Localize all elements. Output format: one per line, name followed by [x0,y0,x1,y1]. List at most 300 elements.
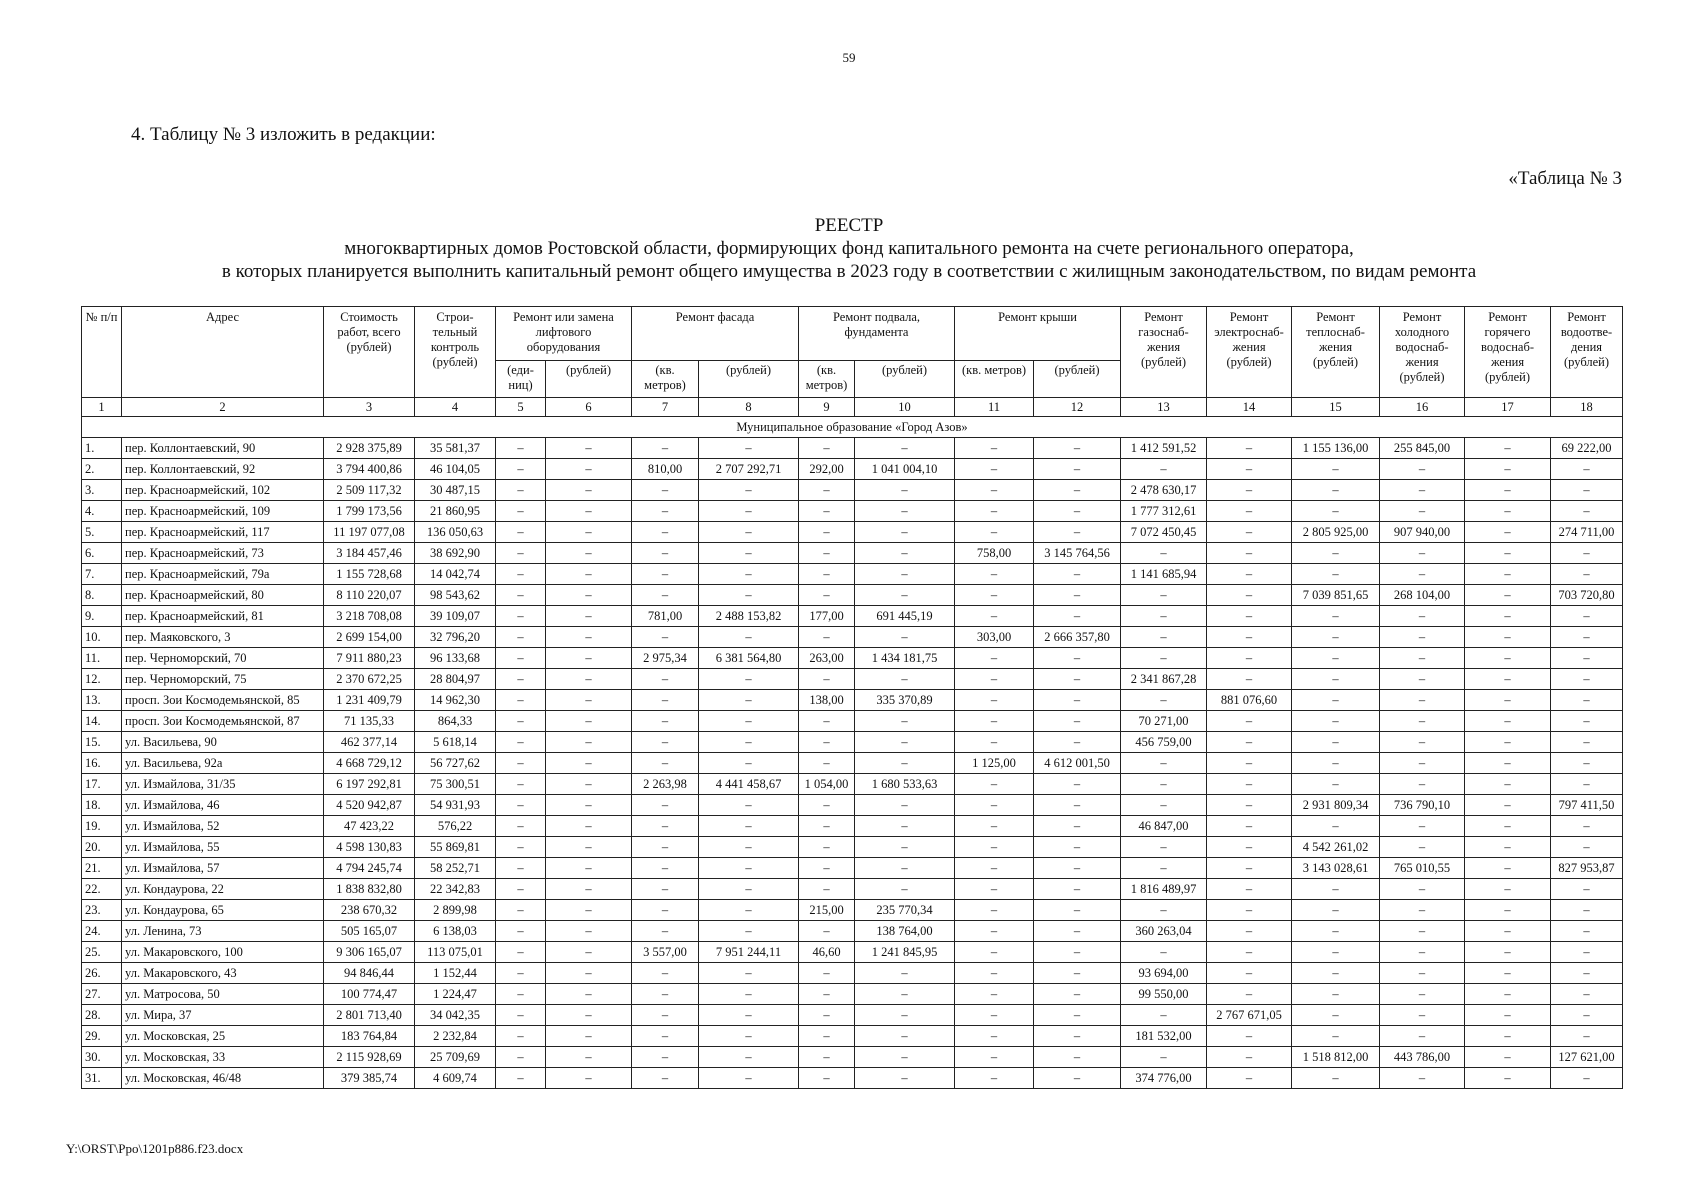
value-cell: – [1207,564,1292,585]
value-cell: – [496,606,546,627]
value-cell: – [699,1047,799,1068]
row-number: 29. [82,1026,122,1047]
value-cell: – [1551,816,1623,837]
value-cell: – [1380,753,1465,774]
value-cell: – [799,543,855,564]
value-cell: 2 509 117,32 [324,480,415,501]
address-cell: ул. Ленина, 73 [122,921,324,942]
value-cell: 1 054,00 [799,774,855,795]
value-cell: 138 764,00 [855,921,955,942]
header-basement-sqm: (кв. метров) [799,361,855,398]
value-cell: – [799,501,855,522]
value-cell: – [1380,984,1465,1005]
value-cell: – [1465,837,1551,858]
address-cell: пер. Красноармейский, 79а [122,564,324,585]
value-cell: – [1551,900,1623,921]
value-cell: – [1292,1005,1380,1026]
table-row [82,732,1623,753]
value-cell: – [1292,879,1380,900]
column-numbers-row [82,398,1623,417]
value-cell: – [546,732,632,753]
value-cell: 2 975,34 [632,648,699,669]
value-cell: – [632,1026,699,1047]
value-cell: – [799,1047,855,1068]
address-cell: пер. Красноармейский, 109 [122,501,324,522]
address-cell: пер. Красноармейский, 117 [122,522,324,543]
value-cell: 21 860,95 [415,501,496,522]
value-cell: 39 109,07 [415,606,496,627]
value-cell: – [496,921,546,942]
value-cell: – [1292,690,1380,711]
value-cell: – [1034,585,1121,606]
value-cell: – [496,816,546,837]
column-number: 6 [546,398,632,417]
value-cell: 38 692,90 [415,543,496,564]
value-cell: – [1465,732,1551,753]
value-cell: – [1121,606,1207,627]
value-cell: – [855,1026,955,1047]
value-cell: – [1465,774,1551,795]
value-cell: 177,00 [799,606,855,627]
value-cell: – [546,501,632,522]
value-cell: 7 911 880,23 [324,648,415,669]
value-cell: – [632,690,699,711]
value-cell: 292,00 [799,459,855,480]
address-cell: ул. Васильева, 92а [122,753,324,774]
value-cell: 100 774,47 [324,984,415,1005]
value-cell: – [1380,1026,1465,1047]
table-row [82,564,1623,585]
value-cell: – [496,774,546,795]
value-cell: 238 670,32 [324,900,415,921]
row-number: 7. [82,564,122,585]
value-cell: – [1551,564,1623,585]
value-cell: – [1551,732,1623,753]
value-cell: – [1380,1005,1465,1026]
value-cell: – [1121,459,1207,480]
value-cell: – [1380,879,1465,900]
value-cell: – [1207,438,1292,459]
value-cell: 94 846,44 [324,963,415,984]
value-cell: – [955,837,1034,858]
value-cell: – [799,627,855,648]
value-cell: – [546,564,632,585]
value-cell: – [496,711,546,732]
value-cell: – [496,564,546,585]
value-cell: 215,00 [799,900,855,921]
value-cell: – [496,879,546,900]
address-cell: ул. Кондаурова, 22 [122,879,324,900]
value-cell: 3 145 764,56 [1034,543,1121,564]
value-cell: – [1121,627,1207,648]
value-cell: 2 707 292,71 [699,459,799,480]
value-cell: – [1551,774,1623,795]
value-cell: 2 928 375,89 [324,438,415,459]
value-cell: – [546,585,632,606]
address-cell: ул. Кондаурова, 65 [122,900,324,921]
header-electric: Ремонт электроснаб-жения (рублей) [1207,307,1292,398]
value-cell: – [955,480,1034,501]
value-cell: – [1551,648,1623,669]
value-cell: – [699,1068,799,1089]
value-cell: – [799,963,855,984]
value-cell: – [1034,795,1121,816]
table-row [82,711,1623,732]
registry-title [0,214,1698,283]
value-cell: – [496,438,546,459]
value-cell: 797 411,50 [1551,795,1623,816]
value-cell: – [955,900,1034,921]
table-row [82,501,1623,522]
value-cell: – [632,963,699,984]
value-cell: – [955,816,1034,837]
value-cell: – [632,543,699,564]
value-cell: 34 042,35 [415,1005,496,1026]
value-cell: 1 231 409,79 [324,690,415,711]
value-cell: – [496,690,546,711]
value-cell: – [1207,963,1292,984]
value-cell: 2 232,84 [415,1026,496,1047]
value-cell: – [1380,648,1465,669]
instruction-text: 4. Таблицу № 3 изложить в редакции: [131,124,436,145]
value-cell: – [546,963,632,984]
value-cell: – [855,837,955,858]
value-cell: – [1465,1068,1551,1089]
value-cell: – [1034,459,1121,480]
value-cell: – [496,900,546,921]
value-cell: – [1121,648,1207,669]
value-cell: – [546,690,632,711]
address-cell: ул. Васильева, 90 [122,732,324,753]
row-number: 4. [82,501,122,522]
row-number: 17. [82,774,122,795]
value-cell: – [1465,480,1551,501]
value-cell: – [1292,900,1380,921]
value-cell: – [955,732,1034,753]
value-cell: – [699,480,799,501]
column-number: 4 [415,398,496,417]
value-cell: 4 668 729,12 [324,753,415,774]
value-cell: 6 381 564,80 [699,648,799,669]
table-row [82,879,1623,900]
value-cell: 6 138,03 [415,921,496,942]
row-number: 1. [82,438,122,459]
municipality-name: Муниципальное образование «Город Азов» [82,417,1623,438]
value-cell: – [546,795,632,816]
row-number: 10. [82,627,122,648]
value-cell: – [955,942,1034,963]
value-cell: 54 931,93 [415,795,496,816]
value-cell: 7 951 244,11 [699,942,799,963]
value-cell: – [632,816,699,837]
value-cell: – [1465,438,1551,459]
value-cell: 1 141 685,94 [1121,564,1207,585]
value-cell: – [632,438,699,459]
value-cell: – [799,669,855,690]
value-cell: – [1292,1068,1380,1089]
value-cell: – [632,795,699,816]
value-cell: 1 777 312,61 [1121,501,1207,522]
value-cell: 58 252,71 [415,858,496,879]
value-cell: 2 767 671,05 [1207,1005,1292,1026]
value-cell: 47 423,22 [324,816,415,837]
value-cell: 113 075,01 [415,942,496,963]
value-cell: – [1465,564,1551,585]
row-number: 21. [82,858,122,879]
value-cell: 263,00 [799,648,855,669]
value-cell: – [1465,900,1551,921]
row-number: 26. [82,963,122,984]
header-lift: Ремонт или замена лифтового оборудования [496,307,632,361]
value-cell: 6 197 292,81 [324,774,415,795]
address-cell: ул. Макаровского, 100 [122,942,324,963]
value-cell: – [1034,438,1121,459]
value-cell: – [632,669,699,690]
header-lift-units: (еди-ниц) [496,361,546,398]
value-cell: 70 271,00 [1121,711,1207,732]
table-row [82,858,1623,879]
value-cell: – [546,753,632,774]
table-row [82,942,1623,963]
value-cell: – [699,963,799,984]
value-cell: – [1207,1026,1292,1047]
value-cell: – [632,837,699,858]
municipality-row [82,417,1623,438]
value-cell: – [699,921,799,942]
value-cell: – [496,984,546,1005]
value-cell: – [799,438,855,459]
header-lift-rub: (рублей) [546,361,632,398]
value-cell: – [1121,1047,1207,1068]
value-cell: 181 532,00 [1121,1026,1207,1047]
value-cell: 2 263,98 [632,774,699,795]
value-cell: – [799,711,855,732]
value-cell: – [699,522,799,543]
value-cell: 69 222,00 [1551,438,1623,459]
value-cell: – [955,921,1034,942]
value-cell: – [1292,459,1380,480]
table-row [82,1068,1623,1089]
value-cell: – [955,1047,1034,1068]
value-cell: – [799,816,855,837]
value-cell: – [1380,627,1465,648]
value-cell: – [955,963,1034,984]
value-cell: – [546,438,632,459]
value-cell: – [1121,690,1207,711]
value-cell: – [1551,879,1623,900]
value-cell: – [855,480,955,501]
value-cell: – [799,837,855,858]
table-row [82,753,1623,774]
value-cell: 374 776,00 [1121,1068,1207,1089]
value-cell: – [1465,585,1551,606]
value-cell: 1 125,00 [955,753,1034,774]
value-cell: – [546,1005,632,1026]
address-cell: пер. Красноармейский, 81 [122,606,324,627]
header-roof-rub: (рублей) [1034,361,1121,398]
value-cell: – [1034,963,1121,984]
row-number: 23. [82,900,122,921]
value-cell: – [1292,648,1380,669]
value-cell: – [632,879,699,900]
value-cell: – [1380,459,1465,480]
row-number: 16. [82,753,122,774]
value-cell: – [699,1005,799,1026]
value-cell: – [496,1068,546,1089]
value-cell: 881 076,60 [1207,690,1292,711]
value-cell: 14 042,74 [415,564,496,585]
value-cell: – [1380,564,1465,585]
value-cell: – [1121,942,1207,963]
value-cell: 2 478 630,17 [1121,480,1207,501]
value-cell: 25 709,69 [415,1047,496,1068]
value-cell: 335 370,89 [855,690,955,711]
row-number: 27. [82,984,122,1005]
value-cell: – [955,522,1034,543]
value-cell: – [1551,963,1623,984]
value-cell: 32 796,20 [415,627,496,648]
address-cell: ул. Измайлова, 57 [122,858,324,879]
value-cell: – [699,585,799,606]
value-cell: – [1551,480,1623,501]
value-cell: – [1034,900,1121,921]
value-cell: – [546,1026,632,1047]
value-cell: – [699,858,799,879]
value-cell: – [1292,1026,1380,1047]
value-cell: – [699,564,799,585]
value-cell: – [1121,774,1207,795]
value-cell: 360 263,04 [1121,921,1207,942]
value-cell: – [1292,963,1380,984]
column-number: 17 [1465,398,1551,417]
value-cell: – [496,963,546,984]
value-cell: 3 218 708,08 [324,606,415,627]
address-cell: пер. Красноармейский, 80 [122,585,324,606]
address-cell: пер. Коллонтаевский, 90 [122,438,324,459]
value-cell: – [1292,753,1380,774]
value-cell: – [1380,963,1465,984]
value-cell: 758,00 [955,543,1034,564]
table-row [82,690,1623,711]
value-cell: 576,22 [415,816,496,837]
value-cell: 736 790,10 [1380,795,1465,816]
value-cell: 505 165,07 [324,921,415,942]
value-cell: – [1207,753,1292,774]
value-cell: 462 377,14 [324,732,415,753]
value-cell: 703 720,80 [1551,585,1623,606]
value-cell: – [955,1068,1034,1089]
value-cell: 810,00 [632,459,699,480]
header-facade-rub: (рублей) [699,361,799,398]
header-basement: Ремонт подвала, фундамента [799,307,955,361]
value-cell: – [1292,501,1380,522]
value-cell: – [799,858,855,879]
value-cell: – [1207,459,1292,480]
address-cell: ул. Измайлова, 31/35 [122,774,324,795]
column-number: 2 [122,398,324,417]
table-row [82,522,1623,543]
value-cell: – [955,1026,1034,1047]
row-number: 19. [82,816,122,837]
value-cell: – [855,1068,955,1089]
value-cell: – [1380,606,1465,627]
value-cell: – [1034,480,1121,501]
value-cell: – [632,585,699,606]
table-row [82,669,1623,690]
value-cell: 2 488 153,82 [699,606,799,627]
value-cell: 2 370 672,25 [324,669,415,690]
value-cell: – [699,837,799,858]
value-cell: – [632,921,699,942]
value-cell: 11 197 077,08 [324,522,415,543]
value-cell: – [855,522,955,543]
row-number: 3. [82,480,122,501]
value-cell: – [1034,879,1121,900]
value-cell: 379 385,74 [324,1068,415,1089]
column-number: 3 [324,398,415,417]
value-cell: – [1034,774,1121,795]
value-cell: – [1034,669,1121,690]
value-cell: 35 581,37 [415,438,496,459]
value-cell: – [496,669,546,690]
value-cell: – [1465,753,1551,774]
value-cell: – [1207,900,1292,921]
value-cell: – [855,795,955,816]
value-cell: – [1207,501,1292,522]
address-cell: ул. Матросова, 50 [122,984,324,1005]
table-row [82,585,1623,606]
value-cell: – [699,816,799,837]
header-heat: Ремонт теплоснаб-жения (рублей) [1292,307,1380,398]
value-cell: – [546,1047,632,1068]
row-number: 5. [82,522,122,543]
value-cell: 2 899,98 [415,900,496,921]
address-cell: просп. Зои Космодемьянской, 87 [122,711,324,732]
value-cell: – [1034,501,1121,522]
column-number: 10 [855,398,955,417]
value-cell: – [1465,1026,1551,1047]
value-cell: – [1207,732,1292,753]
value-cell: – [1034,564,1121,585]
value-cell: – [1292,627,1380,648]
value-cell: – [1292,732,1380,753]
header-facade: Ремонт фасада [632,307,799,361]
value-cell: – [855,501,955,522]
value-cell: – [1207,711,1292,732]
value-cell: – [632,501,699,522]
value-cell: – [1207,774,1292,795]
value-cell: – [955,669,1034,690]
table-row [82,963,1623,984]
row-number: 31. [82,1068,122,1089]
registry-table [81,306,1623,1089]
value-cell: – [496,522,546,543]
value-cell: – [496,585,546,606]
value-cell: – [1380,837,1465,858]
value-cell: – [1207,984,1292,1005]
value-cell: 1 680 533,63 [855,774,955,795]
value-cell: – [1292,669,1380,690]
value-cell: – [1380,900,1465,921]
value-cell: – [1207,606,1292,627]
column-number: 18 [1551,398,1623,417]
value-cell: – [955,795,1034,816]
address-cell: пер. Красноармейский, 102 [122,480,324,501]
value-cell: – [699,543,799,564]
value-cell: 3 794 400,86 [324,459,415,480]
value-cell: – [855,438,955,459]
value-cell: – [1380,669,1465,690]
